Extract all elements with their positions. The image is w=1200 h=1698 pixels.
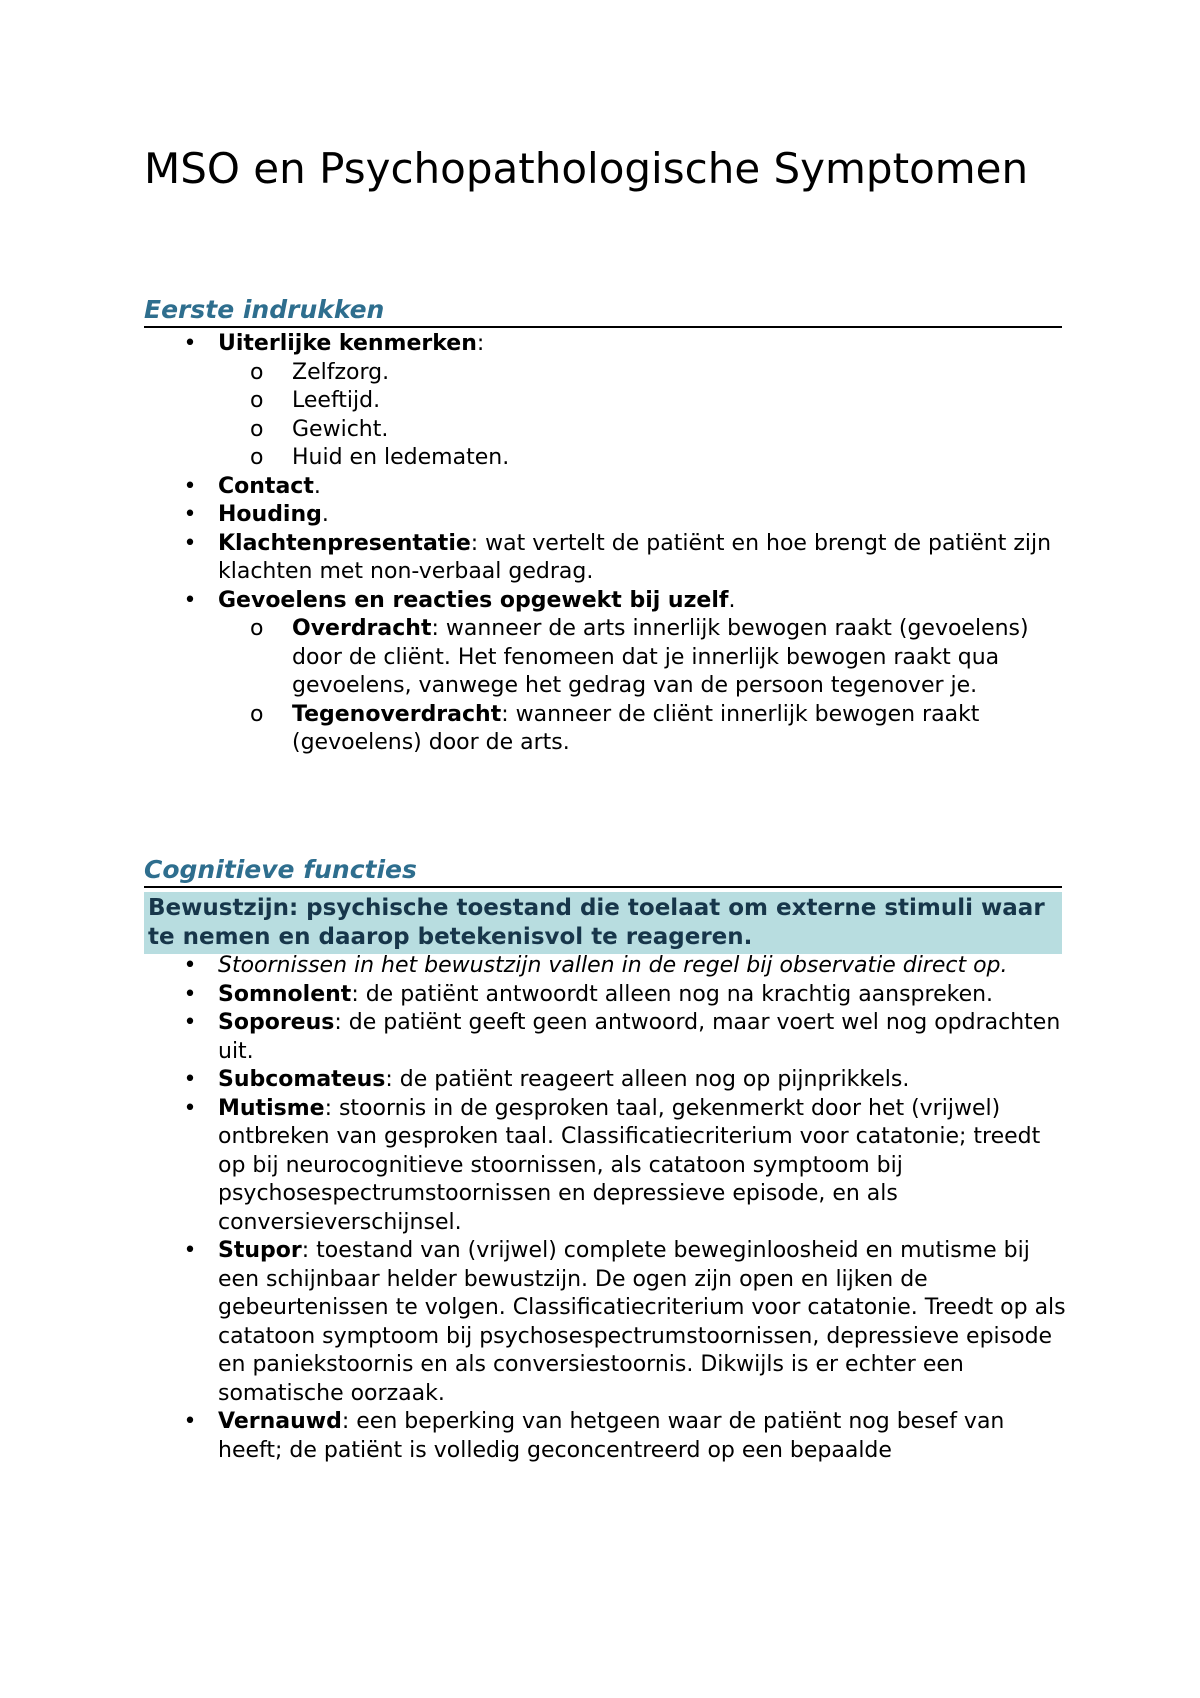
bullet-icon: • (183, 1095, 197, 1121)
bullet-icon: • (183, 587, 197, 613)
list-item (144, 1095, 1066, 1238)
list-item (144, 473, 1066, 502)
sub-list (218, 359, 1066, 473)
term: Stupor (218, 1238, 302, 1263)
sub-item-text: Leeftijd. (292, 388, 381, 413)
consciousness-list (144, 952, 1066, 1465)
term: Tegenoverdracht (292, 701, 502, 727)
bullet-icon: • (183, 530, 197, 556)
sub-item-text: Zelfzorg. (292, 359, 390, 385)
bullet-icon: • (183, 1238, 197, 1263)
highlighted-definition: Bewustzijn: psychische toestand die toelaat om externe stimuli waar te nemen en daarop betekenisvol te reageren. (144, 892, 1062, 954)
bullet-icon: • (183, 1010, 197, 1035)
bullet-icon: • (183, 953, 197, 978)
list-item (144, 1066, 1066, 1095)
bullet-icon: • (183, 1067, 197, 1092)
bullet-icon: • (183, 331, 197, 356)
sub-bullet-icon: o (250, 416, 264, 442)
term: Subcomateus (218, 1067, 386, 1092)
description: : wanneer de cliënt innerlijk bewogen raakt (gevoelens) door de arts. (292, 701, 980, 755)
term: Soporeus (218, 1010, 335, 1035)
bullet-icon: • (183, 502, 197, 527)
intro-text: Stoornissen in het bewustzijn vallen in de regel bij observatie direct op. (218, 953, 1008, 978)
section-heading-eerste-indrukken: Eerste indrukken (144, 293, 1062, 328)
sub-bullet-icon: o (250, 616, 264, 641)
description: : stoornis in de gesproken taal, gekenmerkt door het (vrijwel) ontbreken van gesproken taal. Classificatiecriterium voor catatonie; treedt op bij neurocognitieve stoornissen, als catatoon symptoom bij psychosespectrumstoornissen en depressieve episode, en als conversieverschijnsel. (218, 1095, 1041, 1235)
description: : (476, 331, 485, 356)
sub-item-text: Huid en ledematen. (292, 445, 510, 470)
sub-bullet-icon: o (250, 388, 264, 413)
sub-bullet-icon: o (250, 359, 264, 385)
term: Overdracht (292, 616, 432, 641)
bullet-icon: • (183, 473, 197, 499)
list-item (144, 501, 1066, 530)
sub-list-item (218, 416, 1066, 445)
list-item (144, 330, 1066, 473)
sub-list-item (218, 359, 1066, 388)
list-item (144, 1408, 1066, 1465)
term: Somnolent (218, 981, 352, 1007)
description: : de patiënt geeft geen antwoord, maar voert wel nog opdrachten uit. (218, 1010, 1061, 1064)
description: : wat vertelt de patiënt en hoe brengt de patiënt zijn klachten met non-verbaal gedrag. (218, 530, 1052, 584)
description: . (728, 587, 736, 613)
list-item (144, 1237, 1066, 1408)
description: . (313, 473, 321, 499)
sub-bullet-icon: o (250, 701, 264, 727)
description: : de patiënt reageert alleen nog op pijnprikkels. (385, 1067, 910, 1092)
description: : de patiënt antwoordt alleen nog na krachtig aanspreken. (351, 981, 994, 1007)
sub-list-item (218, 444, 1066, 473)
list-item (144, 587, 1066, 758)
sub-list-item (218, 387, 1066, 416)
list-item (144, 952, 1066, 981)
sub-list-item (218, 701, 1066, 758)
bullet-icon: • (183, 981, 197, 1007)
description: : toestand van (vrijwel) complete beweginloosheid en mutisme bij een schijnbaar helder bewustzijn. De ogen zijn open en lijken de gebeurtenissen te volgen. Classificatiecriterium voor catatonie. Treedt op als catatoon symptoom bij psychosespectrumstoornissen, depressieve episode en paniekstoornis en als conversiestoornis. Dikwijls is er echter een somatische oorzaak. (218, 1238, 1066, 1406)
description: : een beperking van hetgeen waar de patiënt nog besef van heeft; de patiënt is volledig geconcentreerd op een bepaalde (218, 1409, 1005, 1463)
description: . (321, 502, 329, 527)
term: Klachtenpresentatie (218, 530, 471, 556)
document-title: MSO en Psychopathologische Symptomen (144, 144, 1029, 193)
term: Mutisme (218, 1095, 325, 1121)
list-item (144, 1009, 1066, 1066)
term: Uiterlijke kenmerken (218, 331, 477, 356)
bullet-icon: • (183, 1409, 197, 1434)
sub-item-text: Gewicht. (292, 416, 389, 442)
section-heading-cognitieve-functies: Cognitieve functies (144, 853, 1062, 888)
term: Houding (218, 502, 322, 527)
term: Vernauwd (218, 1409, 342, 1434)
sub-list (218, 615, 1066, 758)
first-impressions-list (144, 330, 1066, 758)
list-item (144, 981, 1066, 1010)
term: Contact (218, 473, 314, 499)
term: Gevoelens en reacties opgewekt bij uzelf (218, 587, 729, 613)
description: : wanneer de arts innerlijk bewogen raakt (gevoelens) door de cliënt. Het fenomeen dat je innerlijk bewogen raakt qua gevoelens, vanwege het gedrag van de persoon tegenover je. (292, 616, 1029, 698)
list-item (144, 530, 1066, 587)
sub-bullet-icon: o (250, 445, 264, 470)
sub-list-item (218, 615, 1066, 701)
